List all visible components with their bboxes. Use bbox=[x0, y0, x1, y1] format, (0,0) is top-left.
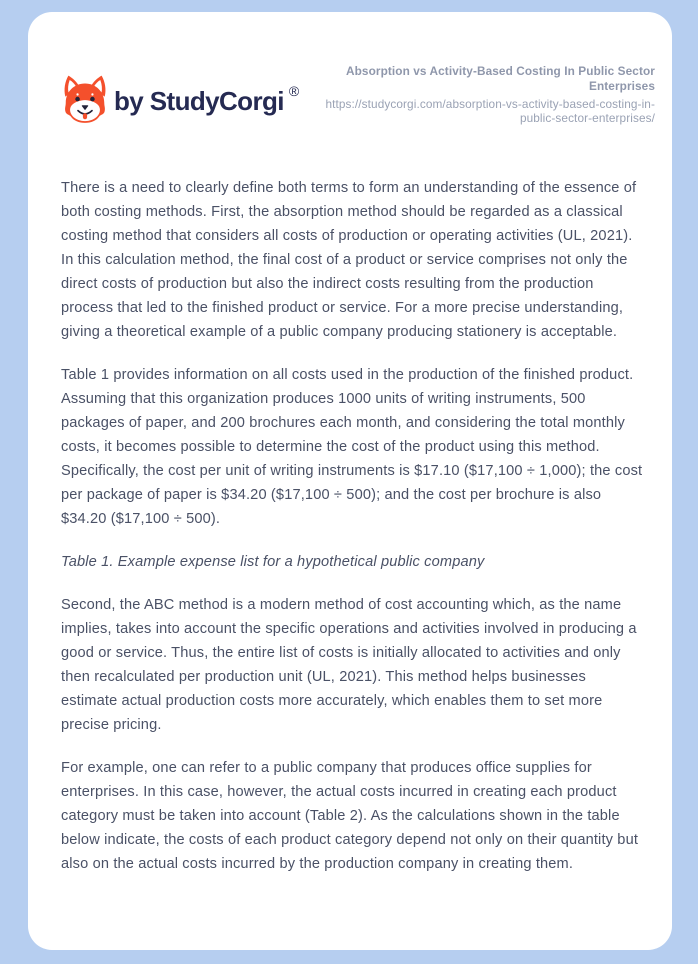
paragraph: There is a need to clearly define both terms to form an understanding of the essence of both costing methods. First, the absorption method should be regarded as a classical costing method that considers all costs of production or operating activities (UL, 2021). In this calculation method, the final cost of a product or service comprises not only the direct costs of production but also the indirect costs resulting from the production process that led to the finished product or service. For a more precise understanding, giving a theoretical example of a public company producing stationery is acceptable. bbox=[61, 180, 637, 340]
paragraph: Table 1 provides information on all costs used in the production of the finished product. Assuming that this organization produces 1000 units of writing instruments, 500 packages of paper, and 200 brochures each month, and considering the total monthly costs, it becomes possible to determine the cost of the product using this method. Specifically, the cost per unit of writing instruments is $17.10 ($17,100 ÷ 1,000); the cost per package of paper is $34.20 ($17,100 ÷ 500); and the cost per brochure is also $34.20 ($17,100 ÷ 500). bbox=[61, 367, 643, 527]
article-body bbox=[28, 130, 672, 876]
studycorgi-logo bbox=[57, 72, 299, 130]
registered-trademark-icon: ® bbox=[288, 83, 300, 99]
table-caption: Table 1. Example expense list for a hypothetical public company bbox=[61, 554, 485, 570]
logo-text: by StudyCorgi bbox=[114, 85, 284, 116]
document-meta bbox=[307, 64, 655, 125]
article-card bbox=[28, 12, 672, 950]
paragraph: For example, one can refer to a public company that produces office supplies for enterprises. In this case, however, the actual costs incurred in creating each product category must be taken into account (Table 2). As the calculations shown in the table below indicate, the costs of each product category depend not only on their quantity but also on the actual costs incurred by the production company in creating them. bbox=[61, 760, 639, 872]
header bbox=[28, 12, 672, 130]
paragraph: Second, the ABC method is a modern method of cost accounting which, as the name implies, takes into account the specific operations and activities involved in producing a good or service. Thus, the entire list of costs is initially allocated to activities and only then recalculated per production unit (UL, 2021). This method helps businesses estimate actual production costs more accurately, which enables them to set more precise pricing. bbox=[61, 597, 637, 733]
corgi-dog-icon bbox=[57, 72, 113, 130]
document-title: Absorption vs Activity-Based Costing In Public Sector Enterprises bbox=[345, 64, 655, 93]
document-url: https://studycorgi.com/absorption-vs-activity-based-costing-in-public-sector-enterprises/ bbox=[325, 97, 655, 125]
